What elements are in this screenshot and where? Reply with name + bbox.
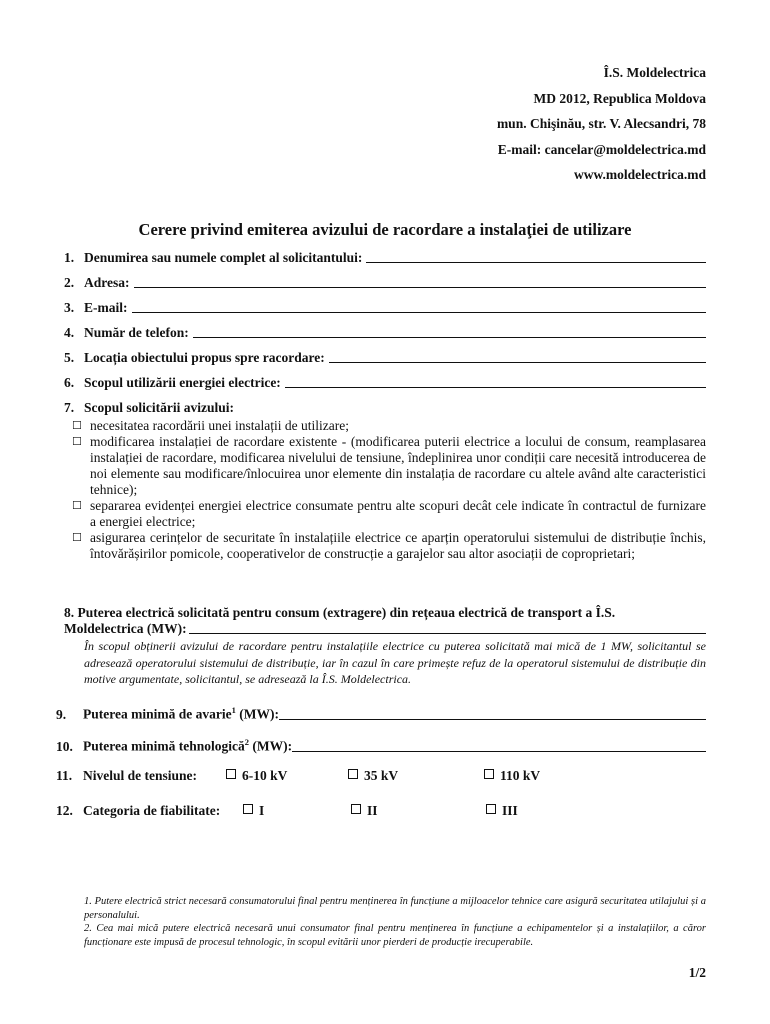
fill-line[interactable] xyxy=(193,336,706,338)
field-min-emergency-power[interactable]: 9. Puterea minimă de avarie$^1$ (MW): xyxy=(56,702,706,723)
document-page: Î.S. Moldelectrica MD 2012, Republica Moldova mun. Chişinău, str. V. Alecsandri, 78 E-mail: cancelar@moldelectrica.md www.moldelectrica.md Cerere privind emiterea avizului de racordare a instalaţiei de utilizare 1. Denumirea sau numele complet al solicitantului: 2. Adresa: 3. E-mail: 4. Număr de telefon: 5. Locația obiectului propus spre racordare: 6. Scopul utilizării energiei electrice: 7. Scopul solicitării avizului: ☐ necesitatea racordării unei instalații de utilizare; ☐ modificarea instalației de racordare existente - (modificarea puterii electrice a locului de consum, reamplasarea instalației de racordare, modificarea nivelului de tensiune, îndeplinirea unor condiții care necesită introducerea de noi elemente sau modificare/înlocuirea unor elemente din instalația de racordare cu altele având alte caracteristici tehnice); ☐ separarea evidenței energiei electrice consumate pentru alte scopuri decât cele indicate în contractul de furnizare a energiei electrice; ☐ asigurarea cerințelor de securitate în instalațiile electrice ce aparțin operatorului sistemului de distribuție închis, întovărășirilor pomicole, cooperativelor de construcție a garajelor sau altor asociații de coproprietari; 8. Puterea electrică solicitată pentru consum (extragere) din rețeaua electrică de transport a Î.S. Moldelectrica (MW): În scopul obținerii avizului de racordare pentru instalațiile electrice cu puterea solicitată mai mică de 1 MW, solicitantul se adresează operatorului sistemului de distribuție, iar în cazul în care primește refuz de la operatorul sistemului de distribuție din motive argumentate, solicitantul, se adresează la Î.S. Moldelectrica. 9. Puterea minimă de avarie$^1$ (MW): 10. Puterea minimă tehnologică$^2$ (MW): 11. Nivelul de tensiune: 6-10 kV 35 kV 110 kV 12. Categoria de fiabilitate: I II III 1. Putere electrică strict necesară consumatorului final pentru menținerea în funcțiune a mijloacelor tehnice care asigură securitatea utilajului și a personalului. 2. Cea mai mică putere electrică necesară unui consumator final pentru menținerea în funcțiune a echipamentelor și a instalațiilor, a căror funcționare este impusă de procesul tehnologic, în scopul evitării unor pierderi de producție irecuperabile. 1/2 xyxy=(0,0,770,1024)
checkbox-icon[interactable]: ☐ xyxy=(72,435,82,448)
scope-options-list xyxy=(72,418,706,562)
fill-line[interactable] xyxy=(366,261,706,263)
field-applicant-name[interactable]: 1. Denumirea sau numele complet al solicitantului: xyxy=(64,250,706,266)
scope-option[interactable]: ☐ modificarea instalației de racordare existente - (modificarea puterii electrice a locului de consum, reamplasarea instalației de racordare, modificarea nivelului de tensiune, îndeplinirea unor condiții care necesită introducerea de noi elemente sau modificare/înlocuirea unor elemente din instalația de racordare cu altele având alte caracteristici tehnice); xyxy=(72,434,706,497)
fill-line[interactable] xyxy=(189,633,706,634)
company-header xyxy=(497,60,706,188)
page-number: 1/2 xyxy=(688,965,706,980)
checkbox-icon[interactable]: ☐ xyxy=(72,499,82,512)
checkbox-icon[interactable]: ☐ xyxy=(72,419,82,432)
fill-line[interactable] xyxy=(132,311,707,313)
fill-line[interactable] xyxy=(285,386,706,388)
fill-line[interactable] xyxy=(134,286,707,288)
footnote-2: 2. Cea mai mică putere electrică necesară unui consumator final pentru menținerea în funcțiune a echipamentelor și a instalațiilor, a căror funcționare este impusă de procesul tehnologic, în scopul evitării unor pierderi de producție irecuperabile. xyxy=(84,923,706,948)
voltage-option-35kv[interactable]: 35 kV xyxy=(348,768,398,784)
checkbox-icon[interactable] xyxy=(243,804,253,814)
question-requested-power xyxy=(64,605,706,637)
field-address[interactable]: 2. Adresa: xyxy=(64,275,706,291)
voltage-option-110kv[interactable]: 110 kV xyxy=(484,768,540,784)
field-phone[interactable]: 4. Număr de telefon: xyxy=(64,325,706,341)
field-request-purpose: 7. Scopul solicitării avizului: xyxy=(64,400,235,415)
company-postal: MD 2012, Republica Moldova xyxy=(533,90,706,106)
company-name: Î.S. Moldelectrica xyxy=(603,65,706,80)
footnotes xyxy=(84,895,706,949)
field-location[interactable]: 5. Locația obiectului propus spre racordare: xyxy=(64,350,706,366)
reliability-option-i[interactable]: I xyxy=(243,803,264,819)
checkbox-icon[interactable]: ☐ xyxy=(72,531,82,544)
fill-line[interactable] xyxy=(279,718,706,720)
scope-option[interactable]: ☐ separarea evidenței energiei electrice consumate pentru alte scopuri decât cele indicate în contractul de furnizare a energiei electrice; xyxy=(72,498,706,529)
checkbox-icon[interactable] xyxy=(226,769,236,779)
checkbox-icon[interactable] xyxy=(486,804,496,814)
field-energy-purpose[interactable]: 6. Scopul utilizării energiei electrice: xyxy=(64,375,706,391)
q8-note: În scopul obținerii avizului de racordare pentru instalațiile electrice cu puterea solicitată mai mică de 1 MW, solicitantul se adresează operatorului sistemului de distribuție, iar în cazul în care primește refuz de la operatorul sistemului de distribuție din motive argumentate, solicitantul, se adresează la Î.S. Moldelectrica. xyxy=(84,639,706,686)
field-email[interactable]: 3. E-mail: xyxy=(64,300,706,316)
fill-line[interactable] xyxy=(292,750,706,752)
checkbox-icon[interactable] xyxy=(351,804,361,814)
footnote-1: 1. Putere electrică strict necesară consumatorului final pentru menținerea în funcțiune a mijloacelor tehnice care asigură securitatea utilajului și a personalului. xyxy=(84,896,706,921)
checkbox-icon[interactable] xyxy=(348,769,358,779)
company-email: E-mail: cancelar@moldelectrica.md xyxy=(497,141,706,157)
scope-option[interactable]: ☐ necesitatea racordării unei instalații de utilizare; xyxy=(72,418,349,433)
voltage-option-6-10kv[interactable]: 6-10 kV xyxy=(226,768,287,784)
field-min-technological-power[interactable]: 10. Puterea minimă tehnologică$^2$ (MW): xyxy=(56,734,706,755)
company-website: www.moldelectrica.md xyxy=(574,167,706,182)
fill-line[interactable] xyxy=(329,361,706,363)
scope-option[interactable]: ☐ asigurarea cerințelor de securitate în instalațiile electrice ce aparțin operatorului sistemului de distribuție închis, întovărășirilor pomicole, cooperativelor de construcție a garajelor sau altor asociații de coproprietari; xyxy=(72,530,706,561)
q8-line2[interactable]: Moldelectrica (MW): xyxy=(64,621,706,637)
reliability-option-iii[interactable]: III xyxy=(486,803,518,819)
company-address: mun. Chişinău, str. V. Alecsandri, 78 xyxy=(496,116,706,131)
document-title: Cerere privind emiterea avizului de racordare a instalaţiei de utilizare xyxy=(138,220,632,239)
q8-line1: 8. Puterea electrică solicitată pentru consum (extragere) din rețeaua electrică de transport a Î.S. xyxy=(64,605,616,620)
checkbox-icon[interactable] xyxy=(484,769,494,779)
reliability-option-ii[interactable]: II xyxy=(351,803,378,819)
